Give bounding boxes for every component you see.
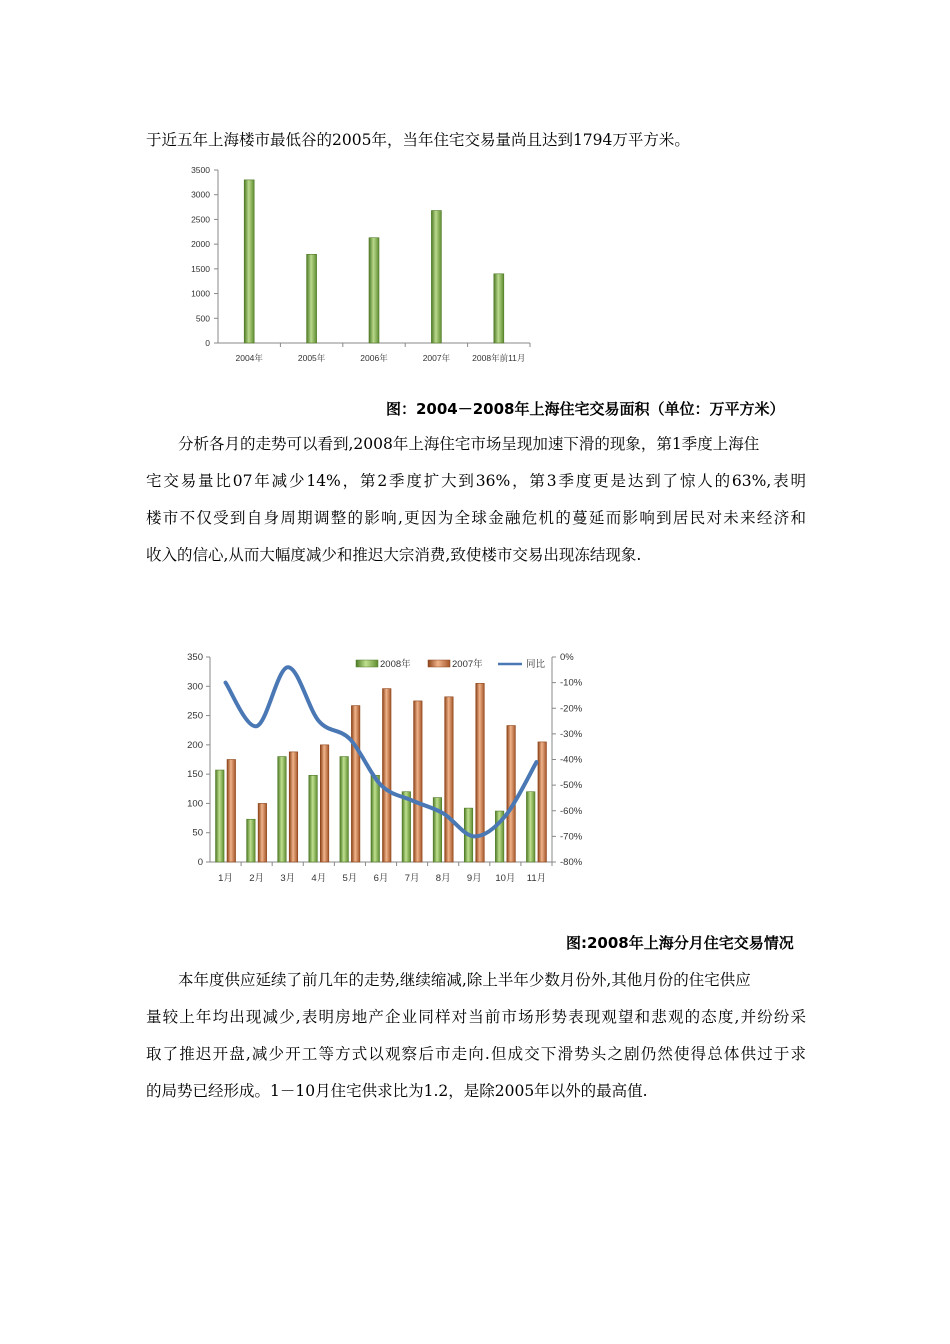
- x-tick-label: 2005年: [297, 353, 326, 363]
- bar-series-1: [216, 770, 225, 862]
- y-tick-label: 3000: [191, 189, 210, 200]
- y2-tick-label: -50%: [560, 780, 583, 792]
- bar-series-2: [320, 745, 329, 862]
- x-tick-label: 4月: [311, 873, 327, 884]
- bar-series-1: [371, 775, 380, 862]
- x-tick-label: 5月: [342, 873, 358, 884]
- bar-series-2: [351, 706, 360, 862]
- bar: [494, 274, 504, 343]
- x-tick-label: 1月: [218, 873, 233, 884]
- bar-series-2: [507, 726, 516, 862]
- x-tick-label: 8月: [435, 873, 451, 884]
- legend: [356, 658, 546, 670]
- y2-tick-label: -80%: [560, 857, 583, 868]
- annual-transaction-chart: [170, 158, 730, 373]
- y2-tick-label: -20%: [560, 703, 583, 715]
- y2-tick-label: -40%: [560, 754, 583, 766]
- intro-line: 于近五年上海楼市最低谷的2005年，当年住宅交易量尚且达到1794万平方米。: [146, 131, 690, 149]
- bar: [369, 238, 379, 343]
- y-tick-label: 1000: [191, 288, 210, 299]
- bar-series-2: [445, 697, 454, 862]
- y2-tick-label: -60%: [560, 805, 583, 817]
- y2-tick-label: 0%: [560, 652, 574, 663]
- y-tick-label: 100: [187, 798, 203, 810]
- y2-tick-label: -10%: [560, 677, 583, 689]
- bar: [431, 211, 441, 343]
- paragraph-2-line: 取了推迟开盘,减少开工等方式以观察后市走向.但成交下滑势头之剧仍然使得总体供过于求: [146, 1045, 806, 1063]
- paragraph-2-line: 量较上年均出现减少,表明房地产企业同样对当前市场形势表现观望和悲观的态度,并纷纷采: [146, 1008, 806, 1026]
- legend-label: 同比: [526, 659, 546, 670]
- y-tick-label: 0: [197, 857, 203, 868]
- y2-tick-label: -30%: [560, 728, 583, 740]
- legend-label: 2008年: [380, 659, 411, 670]
- y-tick-label: 50: [192, 827, 203, 839]
- legend-swatch-series-1: [356, 660, 378, 667]
- y-tick-label: 2000: [191, 239, 210, 250]
- paragraph-1-line: 分析各月的走势可以看到,2008年上海住宅市场呈现加速下滑的现象，第1季度上海住: [178, 435, 760, 453]
- bar-series-2: [289, 752, 298, 862]
- y-tick-label: 3500: [191, 165, 210, 175]
- bar-series-2: [414, 701, 423, 862]
- y-tick-label: 1500: [191, 263, 210, 274]
- chart2-caption: 图:2008年上海分月住宅交易情况: [566, 934, 794, 952]
- y-tick-label: 2500: [191, 214, 210, 225]
- y-tick-label: 0: [205, 338, 210, 348]
- paragraph-1-line: 楼市不仅受到自身周期调整的影响,更因为全球金融危机的蔓延而影响到居民对未来经济和: [146, 509, 806, 527]
- x-tick-label: 10月: [495, 873, 516, 884]
- x-tick-label: 6月: [373, 873, 389, 884]
- legend-swatch-series-2: [428, 660, 450, 667]
- x-tick-label: 11月: [526, 873, 547, 884]
- x-tick-label: 2004年: [235, 353, 263, 363]
- legend-label: 2007年: [452, 659, 483, 670]
- bar-series-2: [258, 803, 267, 862]
- bar: [244, 180, 254, 343]
- paragraph-2-line: 的局势已经形成。1－10月住宅供求比为1.2，是除2005年以外的最高值.: [146, 1082, 648, 1100]
- x-tick-label: 2006年: [360, 353, 388, 363]
- x-tick-label: 3月: [280, 873, 296, 884]
- y-tick-label: 250: [187, 710, 203, 722]
- bar-series-2: [538, 742, 547, 862]
- paragraph-2-line: 本年度供应延续了前几年的走势,继续缩减,除上半年少数月份外,其他月份的住宅供应: [178, 971, 751, 989]
- paragraph-1-line: 收入的信心,从而大幅度减少和推迟大宗消费,致使楼市交易出现冻结现象.: [146, 546, 642, 564]
- bar-series-2: [227, 760, 236, 863]
- x-tick-label: 2007年: [422, 353, 451, 363]
- chart1-caption: 图：2004－2008年上海住宅交易面积（单位：万平方米）: [386, 400, 785, 418]
- bar-series-1: [247, 819, 256, 862]
- bar-series-2: [383, 689, 392, 862]
- y-tick-label: 200: [187, 739, 203, 751]
- bar-series-1: [402, 792, 411, 862]
- y-tick-label: 150: [187, 769, 203, 781]
- bar-series-1: [526, 792, 535, 862]
- bar-series-1: [340, 757, 349, 862]
- yoy-line: [226, 667, 537, 836]
- x-tick-label: 2月: [249, 873, 265, 884]
- x-tick-label: 9月: [466, 873, 482, 884]
- y-tick-label: 350: [187, 652, 203, 663]
- bar-series-1: [278, 757, 287, 862]
- paragraph-1-line: 宅交易量比07年减少14%，第2季度扩大到36%，第3季度更是达到了惊人的63%,表明: [146, 472, 806, 490]
- x-tick-label: 7月: [404, 873, 420, 884]
- y-tick-label: 500: [195, 313, 210, 324]
- bar-series-1: [309, 775, 318, 862]
- y-tick-label: 300: [187, 681, 203, 693]
- y2-tick-label: -70%: [560, 831, 583, 843]
- monthly-transaction-chart: [170, 645, 590, 895]
- bar: [307, 254, 317, 343]
- x-tick-label: 2008年前11月: [472, 353, 526, 363]
